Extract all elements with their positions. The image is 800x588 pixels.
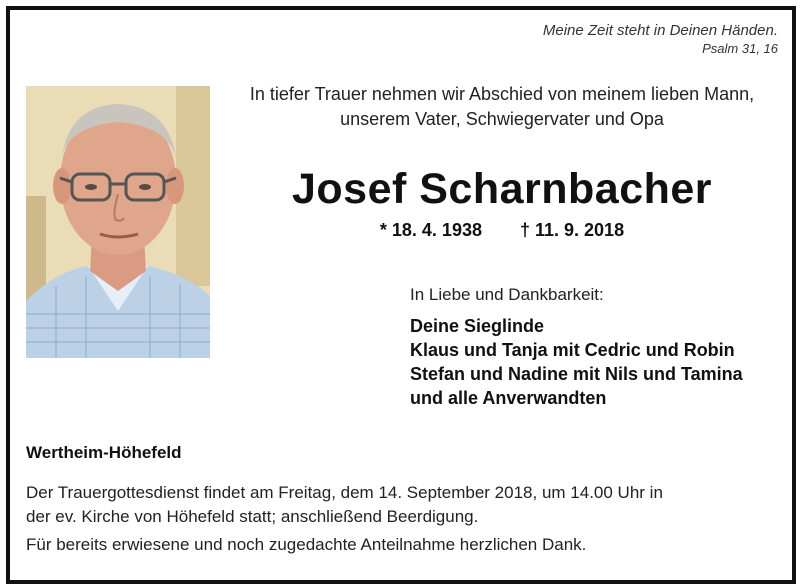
- service-line-1: Der Trauergottesdienst findet am Freitag, dem 14. September 2018, um 14.00 Uhr in: [26, 483, 663, 502]
- deceased-name: Josef Scharnbacher: [291, 165, 713, 213]
- funeral-service-info: [26, 481, 776, 529]
- life-dates: [232, 220, 772, 241]
- service-line-2: der ev. Kirche von Höhefeld statt; anschließend Beerdigung.: [26, 507, 479, 526]
- intro-line-1: In tiefer Trauer nehmen wir Abschied von meinem lieben Mann,: [249, 84, 755, 104]
- birth-date: * 18. 4. 1938: [379, 220, 482, 240]
- closing-thanks: Für bereits erwiesene und noch zugedachte Anteilnahme herzlichen Dank.: [26, 535, 587, 554]
- portrait-photo: [26, 86, 210, 358]
- mourners-list: [410, 314, 743, 410]
- mourners-label: In Liebe und Dankbarkeit:: [410, 285, 604, 304]
- intro-line-2: unserem Vater, Schwiegervater und Opa: [340, 109, 664, 129]
- place-name: Wertheim-Höhefeld: [26, 443, 182, 462]
- announcement-intro: [232, 82, 772, 132]
- bible-verse: [543, 22, 778, 56]
- mourner-line: Deine Sieglinde: [410, 316, 545, 336]
- verse-source: Psalm 31, 16: [702, 41, 778, 56]
- death-date: † 11. 9. 2018: [519, 220, 625, 240]
- mourner-line: und alle Anverwandten: [410, 388, 607, 408]
- verse-text: Meine Zeit steht in Deinen Händen.: [542, 22, 778, 39]
- mourner-line: Stefan und Nadine mit Nils und Tamina: [410, 364, 743, 384]
- mourner-line: Klaus und Tanja mit Cedric und Robin: [410, 340, 735, 360]
